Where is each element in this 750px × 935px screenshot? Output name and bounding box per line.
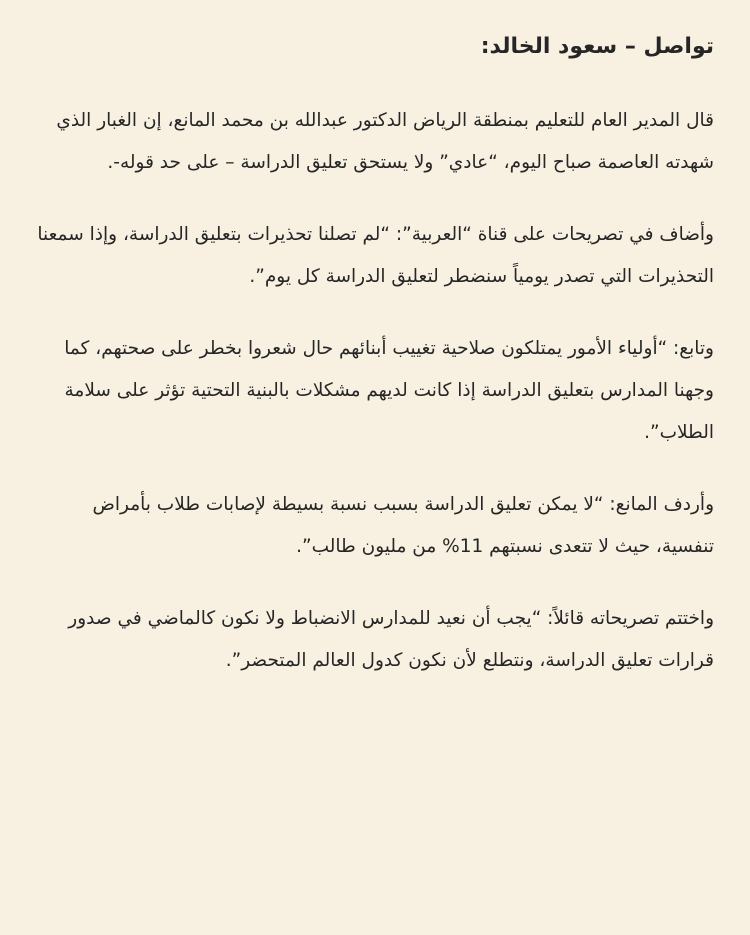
article-paragraph-4: وأردف المانع: “لا يمكن تعليق الدراسة بسبب نسبة بسيطة لإصابات طلاب بأمراض تنفسية، حيث لا تتعدى نسبتهم 11% من مليون طالب”. (92, 494, 714, 557)
article-title: تواصل – سعود الخالد: (480, 34, 714, 59)
article-paragraph-1: قال المدير العام للتعليم بمنطقة الرياض الدكتور عبدالله بن محمد المانع، إن الغبار الذي شهدته العاصمة صباح اليوم، “عادي” ولا يستحق تعليق الدراسة – على حد قوله-. (56, 110, 714, 173)
article-paragraph-2: وأضاف في تصريحات على قناة “العربية”: “لم تصلنا تحذيرات بتعليق الدراسة، وإذا سمعنا التحذيرات التي تصدر يومياً سنضطر لتعليق الدراسة كل يوم”. (37, 224, 714, 287)
article-paragraph-3: وتابع: “أولياء الأمور يمتلكون صلاحية تغييب أبنائهم حال شعروا بخطر على صحتهم، كما وجهنا المدارس بتعليق الدراسة إذا كانت لديهم مشكلات بالبنية التحتية تؤثر على سلامة الطلاب”. (64, 338, 714, 443)
article-paragraph-5: واختتم تصريحاته قائلاً: “يجب أن نعيد للمدارس الانضباط ولا نكون كالماضي في صدور قرارات تعليق الدراسة، ونتطلع لأن نكون كدول العالم المتحضر”. (68, 608, 714, 671)
